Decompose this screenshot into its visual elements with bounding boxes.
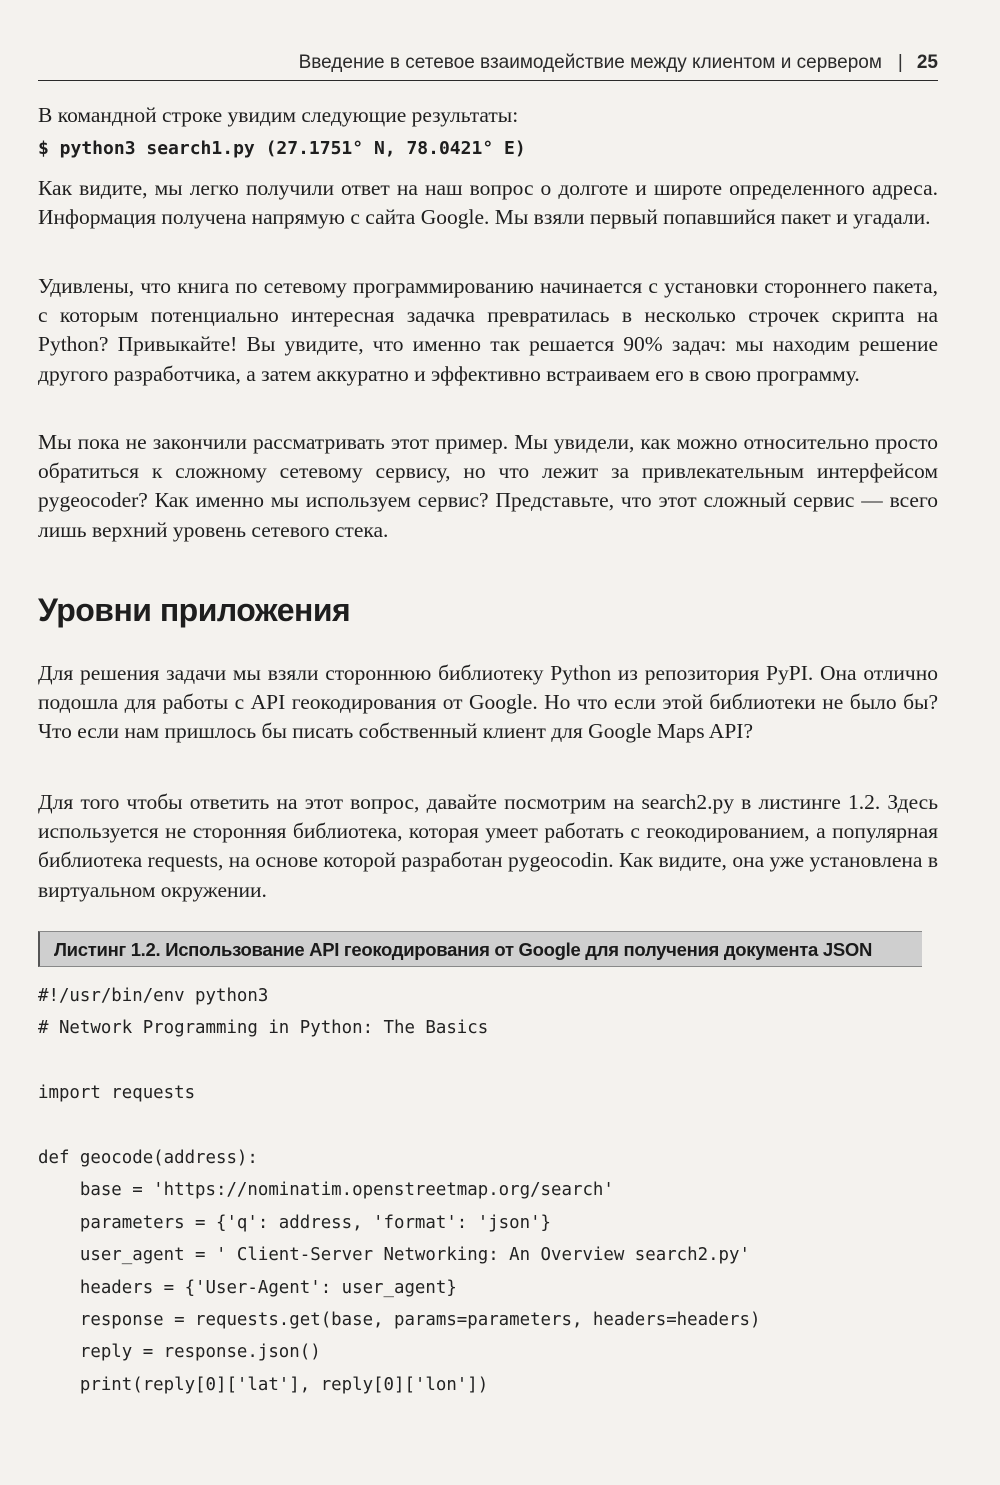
code-line: #!/usr/bin/env python3 <box>38 986 269 1006</box>
code-line: headers = {'User-Agent': user_agent} <box>38 1277 457 1298</box>
running-header <box>38 52 938 81</box>
code-line: def geocode(address): <box>38 1147 258 1168</box>
page-number: 25 <box>916 52 938 73</box>
code-line: response = requests.get(base, params=parameters, headers=headers) <box>38 1309 761 1330</box>
header-separator: | <box>897 52 903 73</box>
section-title: Уровни приложения <box>38 592 351 628</box>
section-paragraph-2: Для того чтобы ответить на этот вопрос, давайте посмотрим на search2.py в листинге 1.2. Здесь используется не сторонняя библиотека, которая умеет работать с геокодированием, а популярная библиотека requests, на основе которой разработан pygeocodin. Как видите, она уже установлена в виртуальном окружении. <box>38 790 938 902</box>
code-line <box>38 1045 760 1077</box>
body-paragraph-2: Удивлены, что книга по сетевому программированию начинается с установки стороннего пакета, с которым потенциально интересная задачка превратилась в несколько строчек скрипта на Python? Привыкайте! Вы увидите, что именно так решается 90% задач: мы находим решение другого разработчика, а затем аккуратно и эффективно встраиваем его в свою программу. <box>38 274 938 386</box>
code-line: # Network Programming in Python: The Basics <box>38 1018 489 1039</box>
section-paragraph-1: Для решения задачи мы взяли стороннюю библиотеку Python из репозитория PyPI. Она отлично подошла для работы с API геокодирования от Google. Но что если этой библиотеки не было бы? Что если нам пришлось бы писать собственный клиент для Google Maps API? <box>38 661 938 744</box>
code-listing <box>38 980 760 1401</box>
command-output: $ python3 search1.py (27.1751° N, 78.0421° E) <box>38 138 526 159</box>
code-line <box>38 1110 760 1142</box>
intro-paragraph: В командной строке увидим следующие результаты: <box>38 103 519 127</box>
body-paragraph-3: Мы пока не закончили рассматривать этот пример. Мы увидели, как можно относительно просто обратиться к сложному сетевому сервису, но что лежит за привлекательным интерфейсом pygeocoder? Как именно мы используем сервис? Представьте, что этот сложный сервис — всего лишь верхний уровень сетевого стека. <box>38 430 938 542</box>
listing-caption: Листинг 1.2. Использование API геокодирования от Google для получения документа JSON <box>38 931 922 967</box>
body-paragraph-1: Как видите, мы легко получили ответ на наш вопрос о долготе и широте определенного адреса. Информация получена напрямую с сайта Google. Мы взяли первый попавшийся пакет и угадали. <box>38 176 938 230</box>
header-title: Введение в сетевое взаимодействие между клиентом и сервером <box>298 52 882 73</box>
code-line: user_agent = ' Client-Server Networking: An Overview search2.py' <box>38 1245 750 1266</box>
book-page <box>38 0 938 1485</box>
code-line: print(reply[0]['lat'], reply[0]['lon']) <box>38 1374 489 1395</box>
code-line: import requests <box>38 1083 196 1104</box>
code-line: parameters = {'q': address, 'format': 'json'} <box>38 1212 552 1233</box>
code-line: reply = response.json() <box>38 1342 321 1363</box>
code-line: base = 'https://nominatim.openstreetmap.org/search' <box>38 1180 614 1201</box>
